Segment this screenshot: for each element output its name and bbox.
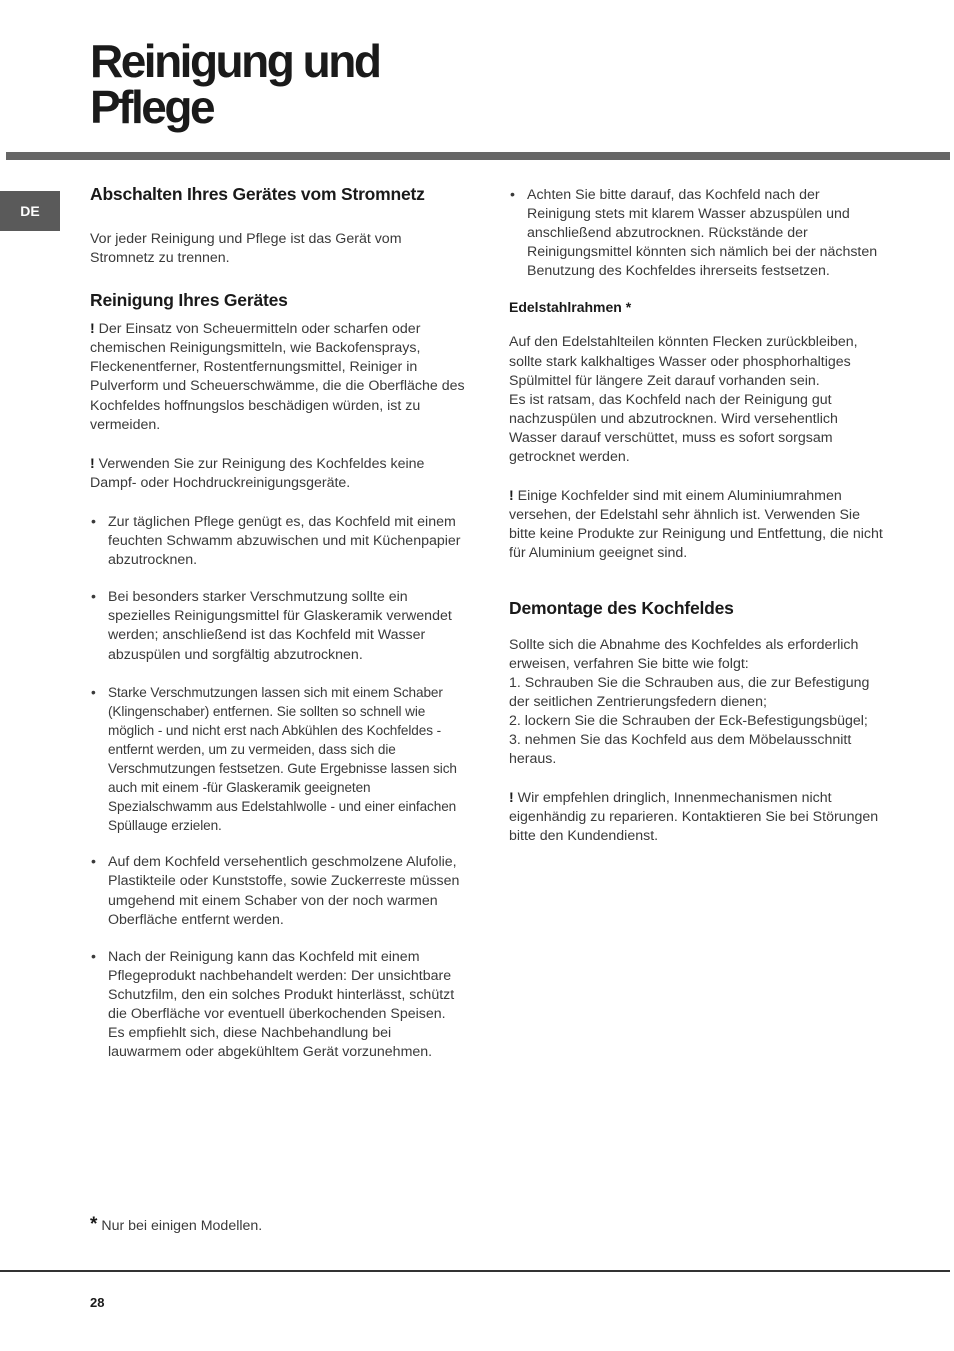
warning-icon: ! <box>90 321 95 338</box>
header-rule <box>6 152 950 160</box>
section-heading-dismount: Demontage des Kochfeldes <box>509 597 734 618</box>
page-title-line2: Pflege <box>90 81 214 133</box>
warning-icon: ! <box>90 455 95 472</box>
warning-repair: ! Wir empfehlen dringlich, Innenmechanismen nicht eigenhändig zu reparieren. Kontaktieren Sie bei Störungen bitte den Kundendienst. <box>509 790 879 845</box>
section-heading-power: Abschalten Ihres Gerätes vom Stromnetz <box>90 184 425 204</box>
footnote-text: Nur bei einigen Modellen. <box>97 1218 263 1234</box>
warning-icon: ! <box>509 488 514 505</box>
dismount-step-2: 2. lockern Sie die Schrauben der Eck-Befestigungsbügel; <box>509 712 868 729</box>
rinse-list <box>509 186 887 281</box>
section-heading-steel: Edelstahlrahmen * <box>509 299 632 316</box>
page-title <box>90 35 380 133</box>
power-text: Vor jeder Reinigung und Pflege ist das Gerät vom Stromnetz zu trennen. <box>90 231 402 267</box>
section-heading-cleaning: Reinigung Ihres Gerätes <box>90 290 288 311</box>
left-column <box>90 182 466 1062</box>
steel-text-2: Es ist ratsam, das Kochfeld nach der Reinigung gut nachzuspülen und abzutrocknen. Wird versehentlich Wasser darauf verschüttet, muss es sofort sorgsam getrocknet werden. <box>509 391 838 466</box>
list-item: • Starke Verschmutzungen lassen sich mit einem Schaber (Klingenschaber) entfernen. Sie sollten so schnell wie möglich - und nicht erst nach Abkühlen des Kochfeldes - entfernt werden, um zu vermeiden, dass sich die Verschmutzungen festsetzen. Gute Ergebnisse lassen sich auch mit einem -für Glaskeramik geeigneten Spezialschwamm aus Edelstahlwolle - und einer einfachen Spüllauge erzielen. <box>90 683 466 836</box>
list-item: • Zur täglichen Pflege genügt es, das Kochfeld mit einem feuchten Schwamm abzuwischen und mit Küchenpapier abzutrocknen. <box>90 513 466 570</box>
list-item: • Bei besonders starker Verschmutzung sollte ein spezielles Reinigungsmittel für Glaskeramik verwendet werden; anschließend ist das Kochfeld mit Wasser abzuspülen und sorgfältig abzutrocknen. <box>90 588 466 664</box>
dismount-step-3: 3. nehmen Sie das Kochfeld aus dem Möbelausschnitt heraus. <box>509 731 852 768</box>
warning-aluminium: ! Einige Kochfelder sind mit einem Aluminiumrahmen versehen, der Edelstahl sehr ähnlich ist. Verwenden Sie bitte keine Produkte zur Reinigung und Entfettung, die nicht für Aluminium geeignet sind. <box>509 488 883 562</box>
warning-abrasives: ! Der Einsatz von Scheuermitteln oder scharfen oder chemischen Reinigungsmitteln, wie Backofensprays, Fleckenentferner, Rostentfernungsmittel, Reiniger in Pulverform und Scheuerschwämme, die die Oberfläche des Kochfeldes hoffnungslos beschädigen würden, ist zu vermeiden. <box>90 321 465 433</box>
warning-steam: ! Verwenden Sie zur Reinigung des Kochfeldes keine Dampf- oder Hochdruckreinigungsgeräte. <box>90 455 425 491</box>
list-item: • Achten Sie bitte darauf, das Kochfeld nach der Reinigung stets mit klarem Wasser abzuspülen und anschließend abzutrocknen. Rückstände der Reinigungsmittel könnten sich nämlich bei der nächsten Benutzung des Kochfeldes ihrerseits festsetzen. <box>509 186 887 281</box>
cleaning-list <box>90 513 466 1062</box>
page-number: 28 <box>90 1295 105 1310</box>
footnote <box>90 1214 262 1236</box>
footer-rule <box>0 1270 950 1272</box>
language-tab: DE <box>0 191 60 231</box>
dismount-intro: Sollte sich die Abnahme des Kochfeldes als erforderlich erweisen, verfahren Sie bitte wie folgt: <box>509 636 859 672</box>
list-item: • Auf dem Kochfeld versehentlich geschmolzene Alufolie, Plastikteile oder Kunststoffe, sowie Zuckerreste müssen umgehend mit einem Schaber von der noch warmen Oberfläche entfernt werden. <box>90 853 466 929</box>
list-item: • Nach der Reinigung kann das Kochfeld mit einem Pflegeprodukt nachbehandelt werden: Der unsichtbare Schutzfilm, den ein solches Produkt hinterlässt, schützt die Oberfläche vor eventuell überkochenden Speisen. Es empfiehlt sich, diese Nachbehandlung bei lauwarmem oder abgekühltem Gerät vorzunehmen. <box>90 948 466 1063</box>
steel-text-1: Auf den Edelstahlteilen könnten Flecken zurückbleiben, sollte stark kalkhaltiges Wasser oder phosphorhaltiges Spülmittel für längere Zeit darauf vorhanden sein. <box>509 334 858 389</box>
right-column <box>509 182 887 846</box>
page-title-line1: Reinigung und <box>90 35 380 87</box>
asterisk-icon: * <box>90 1214 98 1235</box>
dismount-step-1: 1. Schrauben Sie die Schrauben aus, die zur Befestigung der seitlichen Zentrierungsfedern dienen; <box>509 674 870 710</box>
warning-icon: ! <box>509 790 514 807</box>
